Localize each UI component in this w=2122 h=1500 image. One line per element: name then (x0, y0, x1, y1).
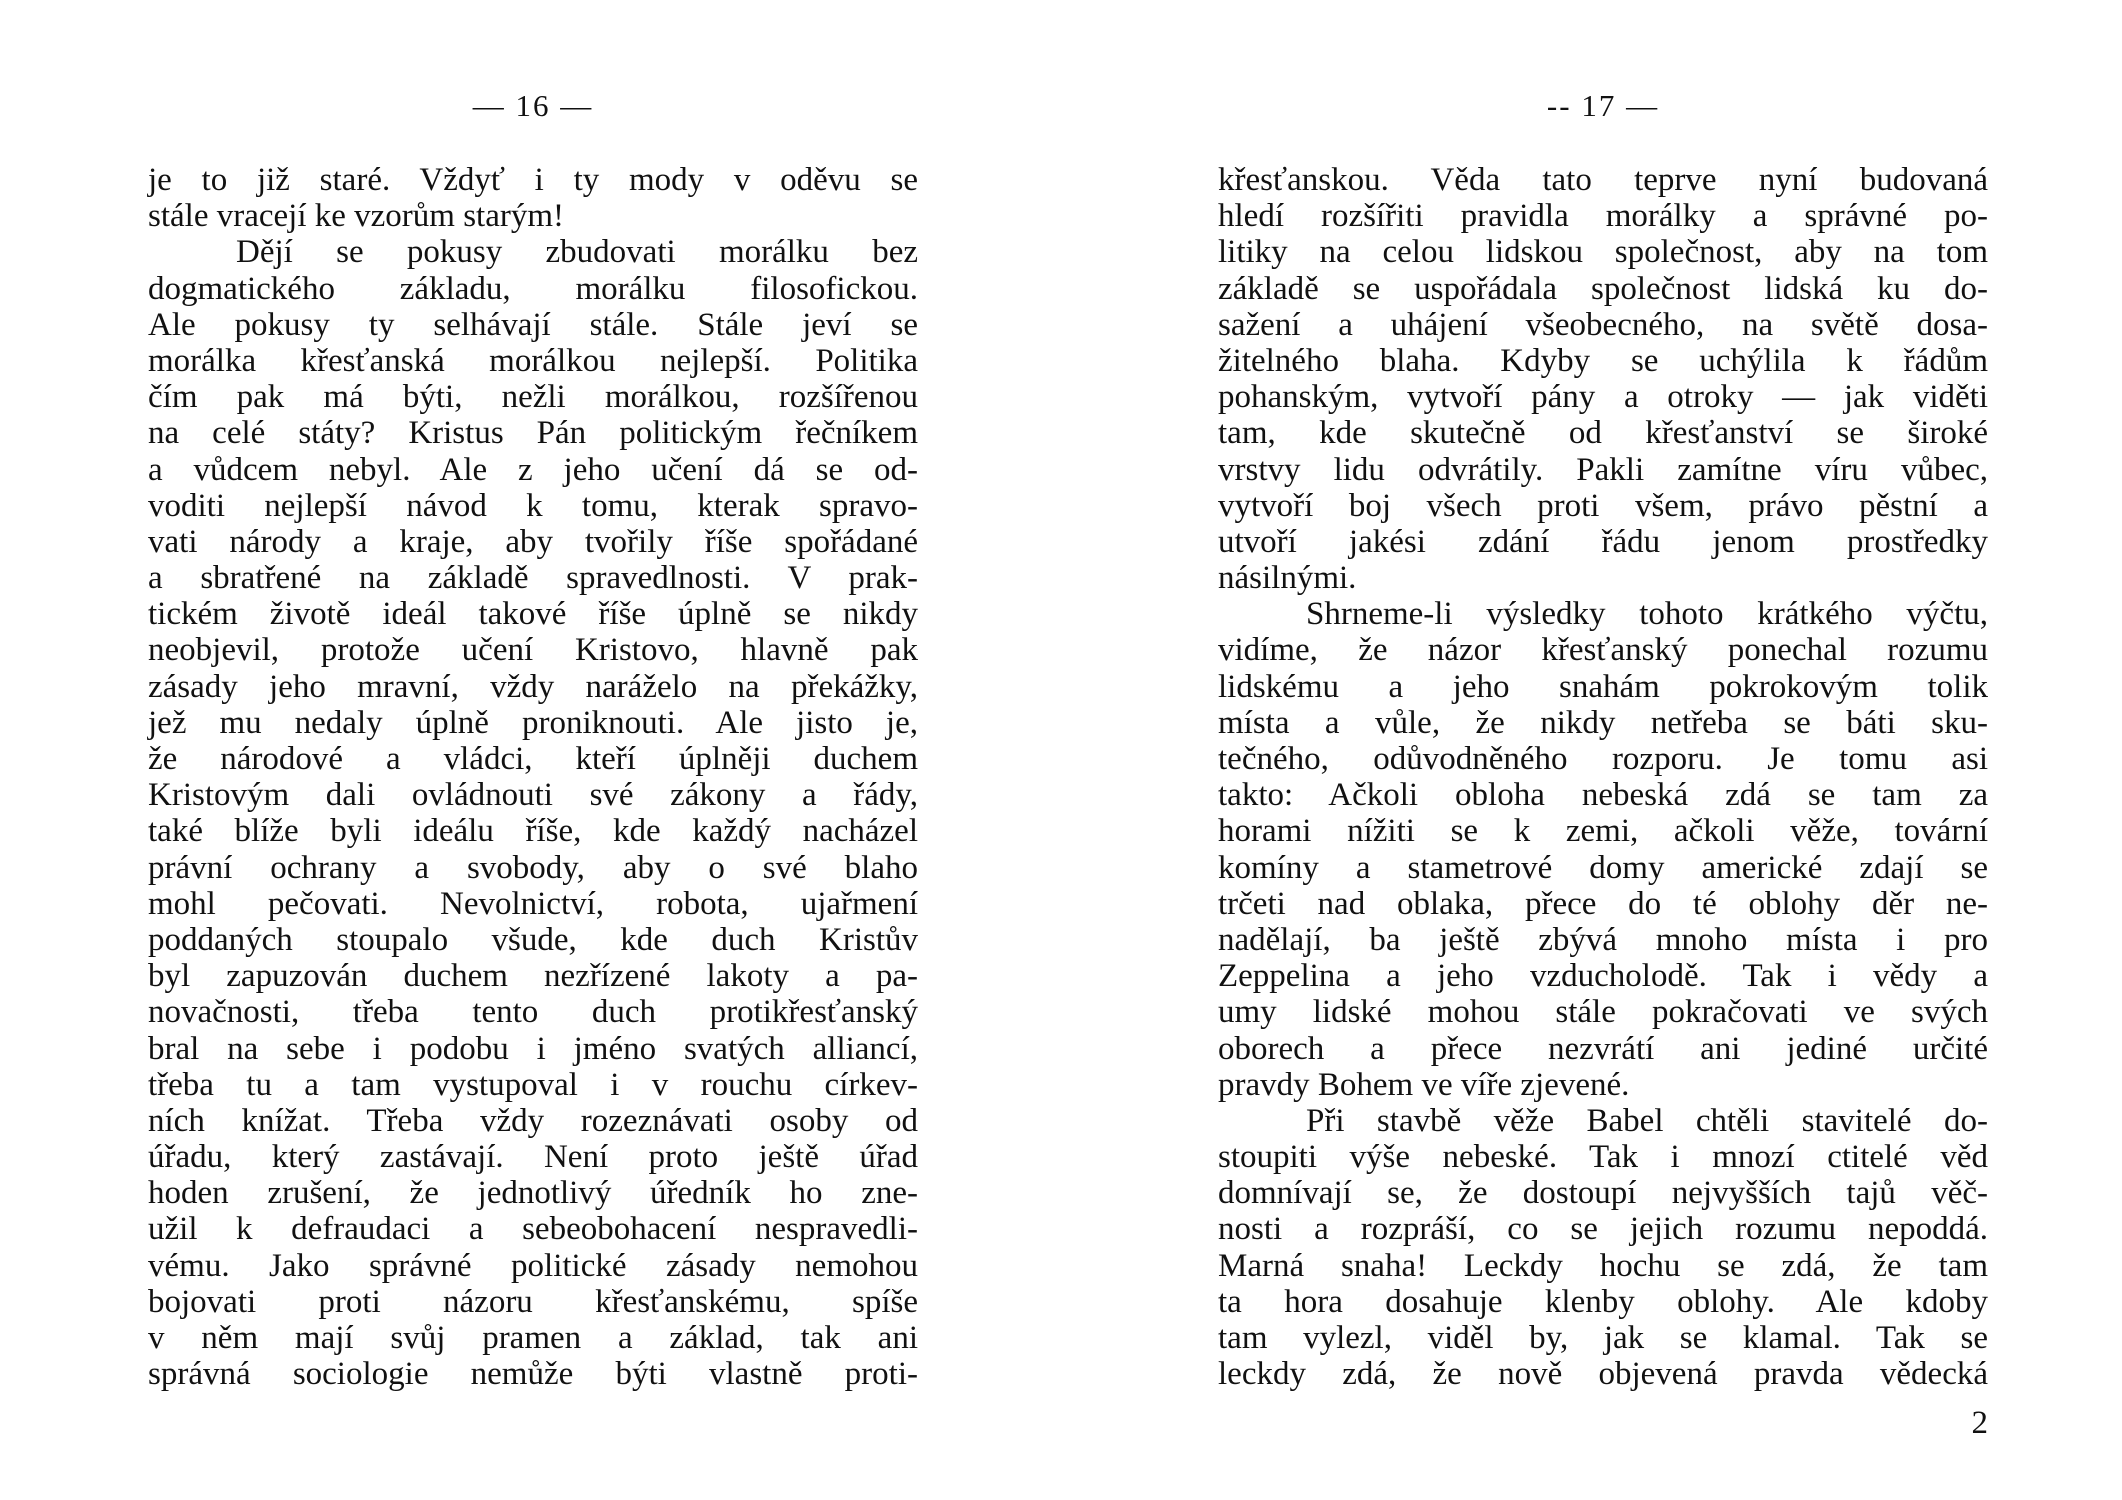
text-line: trčeti nad oblaka, přece do té oblohy děr ne- (1218, 885, 1988, 922)
text-line: pravdy Bohem ve víře zjevené. (1218, 1066, 1630, 1103)
text-line: Dějí se pokusy zbudovati morálku bez (236, 234, 918, 271)
text-line: novačnosti, třeba tento duch protikřesťanský (148, 994, 918, 1031)
text-line: Zeppelina a jeho vzducholodě. Tak i vědy a (1218, 958, 1988, 995)
text-line: Shrneme-li výsledky tohoto krátkého výčtu, (1306, 596, 1988, 633)
text-line: komíny a stametrové domy americké zdají se (1218, 849, 1988, 886)
text-line: zásady jeho mravní, vždy naráželo na překážky, (148, 668, 918, 705)
text-line: byl zapuzován duchem nezřízené lakoty a pa- (148, 958, 918, 995)
text-line: stoupiti výše nebeské. Tak i mnozí ctitelé věd (1218, 1139, 1988, 1176)
left-page-text (148, 162, 918, 1392)
text-line: hoden zrušení, že jednotlivý úředník ho zne- (148, 1175, 918, 1212)
text-line: nosti a rozpráší, co se jejich rozumu nepoddá. (1218, 1211, 1988, 1248)
text-line: na celé státy? Kristus Pán politickým řečníkem (148, 415, 918, 452)
text-line: horami nížiti se k zemi, ačkoli věže, tovární (1218, 813, 1988, 850)
text-line: morálka křesťanská morálkou nejlepší. Politika (148, 342, 918, 379)
text-line: také blíže byli ideálu říše, kde každý nacházel (148, 813, 918, 850)
text-line: domnívají se, že dostoupí nejvyšších tajů věč- (1218, 1175, 1988, 1212)
text-line: ních knížat. Třeba vždy rozeznávati osoby od (148, 1102, 918, 1139)
text-line: vému. Jako správné politické zásady nemohou (148, 1247, 918, 1284)
text-line: sažení a uhájení všeobecného, na světě dosa- (1218, 306, 1988, 343)
text-line: tam vylezl, viděl by, jak se klamal. Tak se (1218, 1320, 1988, 1356)
right-page (1218, 0, 1988, 1500)
text-line: leckdy zdá, že nově objevená pravda vědecká (1218, 1356, 1988, 1393)
text-line: křesťanskou. Věda tato teprve nyní budovaná (1218, 162, 1988, 198)
text-line: vytvoří boj všech proti všem, právo pěstní a (1218, 487, 1988, 524)
text-line: tickém životě ideál takové říše úplně se nikdy (148, 596, 918, 633)
text-line: žitelného blaha. Kdyby se uchýlila k řádům (1218, 342, 1988, 379)
text-line: lidskému a jeho snahám pokrokovým tolik (1218, 668, 1988, 705)
text-line: bral na sebe i podobu i jméno svatých alliancí, (148, 1030, 918, 1067)
text-line: základě se uspořádala společnost lidská ku do- (1218, 270, 1988, 307)
text-line: vati národy a kraje, aby tvořily říše spořádané (148, 523, 918, 560)
text-line: mohl pečovati. Nevolnictví, robota, ujařmení (148, 885, 918, 922)
text-line: tam, kde skutečně od křesťanství se široké (1218, 415, 1988, 452)
left-page (148, 0, 918, 1500)
page-number-right: -- 17 — (1546, 88, 1660, 123)
page-number-left: — 16 — (472, 88, 594, 123)
text-line: umy lidské mohou stále pokračovati ve svých (1218, 994, 1988, 1031)
text-line: poddaných stoupalo všude, kde duch Kristův (148, 921, 918, 958)
text-line: a vůdcem nebyl. Ale z jeho učení dá se od- (148, 451, 918, 488)
text-line: Při stavbě věže Babel chtěli stavitelé do- (1306, 1102, 1988, 1139)
text-line: násilnými. (1218, 560, 1357, 597)
text-line: že národové a vládci, kteří úplněji duchem (148, 741, 918, 777)
text-line: utvoří jakési zdání řádu jenom prostředky (1218, 523, 1988, 560)
text-line: správná sociologie nemůže býti vlastně proti- (148, 1356, 918, 1393)
text-line: úřadu, který zastávají. Není proto ještě úřad (148, 1139, 918, 1176)
text-line: takto: Ačkoli obloha nebeská zdá se tam za (1218, 777, 1988, 814)
text-line: nadělají, ba ještě zbývá mnoho místa i pro (1218, 921, 1988, 958)
text-line: Ale pokusy ty selhávají stále. Stále jeví se (148, 306, 918, 343)
text-line: třeba tu a tam vystupoval i v rouchu církev- (148, 1066, 918, 1103)
text-line: hledí rozšířiti pravidla morálky a správné po- (1218, 198, 1988, 235)
text-line: ta hora dosahuje klenby oblohy. Ale kdoby (1218, 1283, 1988, 1320)
text-line: a sbratřené na základě spravedlnosti. V prak- (148, 560, 918, 597)
text-line: Kristovým dali ovládnouti své zákony a řády, (148, 777, 918, 814)
text-line: dogmatického základu, morálku filosofickou. (148, 270, 918, 307)
text-line: bojovati proti názoru křesťanskému, spíše (148, 1283, 918, 1320)
text-line: je to již staré. Vždyť i ty mody v oděvu se (148, 162, 918, 198)
text-line: neobjevil, protože učení Kristovo, hlavně pak (148, 632, 918, 669)
text-line: Marná snaha! Leckdy hochu se zdá, že tam (1218, 1247, 1988, 1284)
right-page-text (1218, 162, 1988, 1392)
text-line: pohanským, vytvoří pány a otroky — jak viděti (1218, 379, 1988, 416)
signature-mark: 2 (1971, 1405, 1988, 1441)
text-line: v něm mají svůj pramen a základ, tak ani (148, 1320, 918, 1356)
text-line: stále vracejí ke vzorům starým! (148, 198, 564, 235)
text-line: vidíme, že názor křesťanský ponechal rozumu (1218, 632, 1988, 669)
text-line: čím pak má býti, nežli morálkou, rozšířenou (148, 379, 918, 416)
text-line: místa a vůle, že nikdy netřeba se báti sku- (1218, 704, 1988, 741)
text-line: vrstvy lidu odvrátily. Pakli zamítne víru vůbec, (1218, 451, 1988, 488)
text-line: jež mu nedaly úplně proniknouti. Ale jisto je, (148, 704, 918, 741)
text-line: oborech a přece nezvrátí ani jediné určité (1218, 1030, 1988, 1067)
text-line: voditi nejlepší návod k tomu, kterak spravo- (148, 487, 918, 524)
text-line: právní ochrany a svobody, aby o své blaho (148, 849, 918, 886)
text-line: tečného, odůvodněného rozporu. Je tomu asi (1218, 741, 1988, 777)
text-line: užil k defraudaci a sebeobohacení nespravedli- (148, 1211, 918, 1248)
text-line: litiky na celou lidskou společnost, aby na tom (1218, 234, 1988, 271)
